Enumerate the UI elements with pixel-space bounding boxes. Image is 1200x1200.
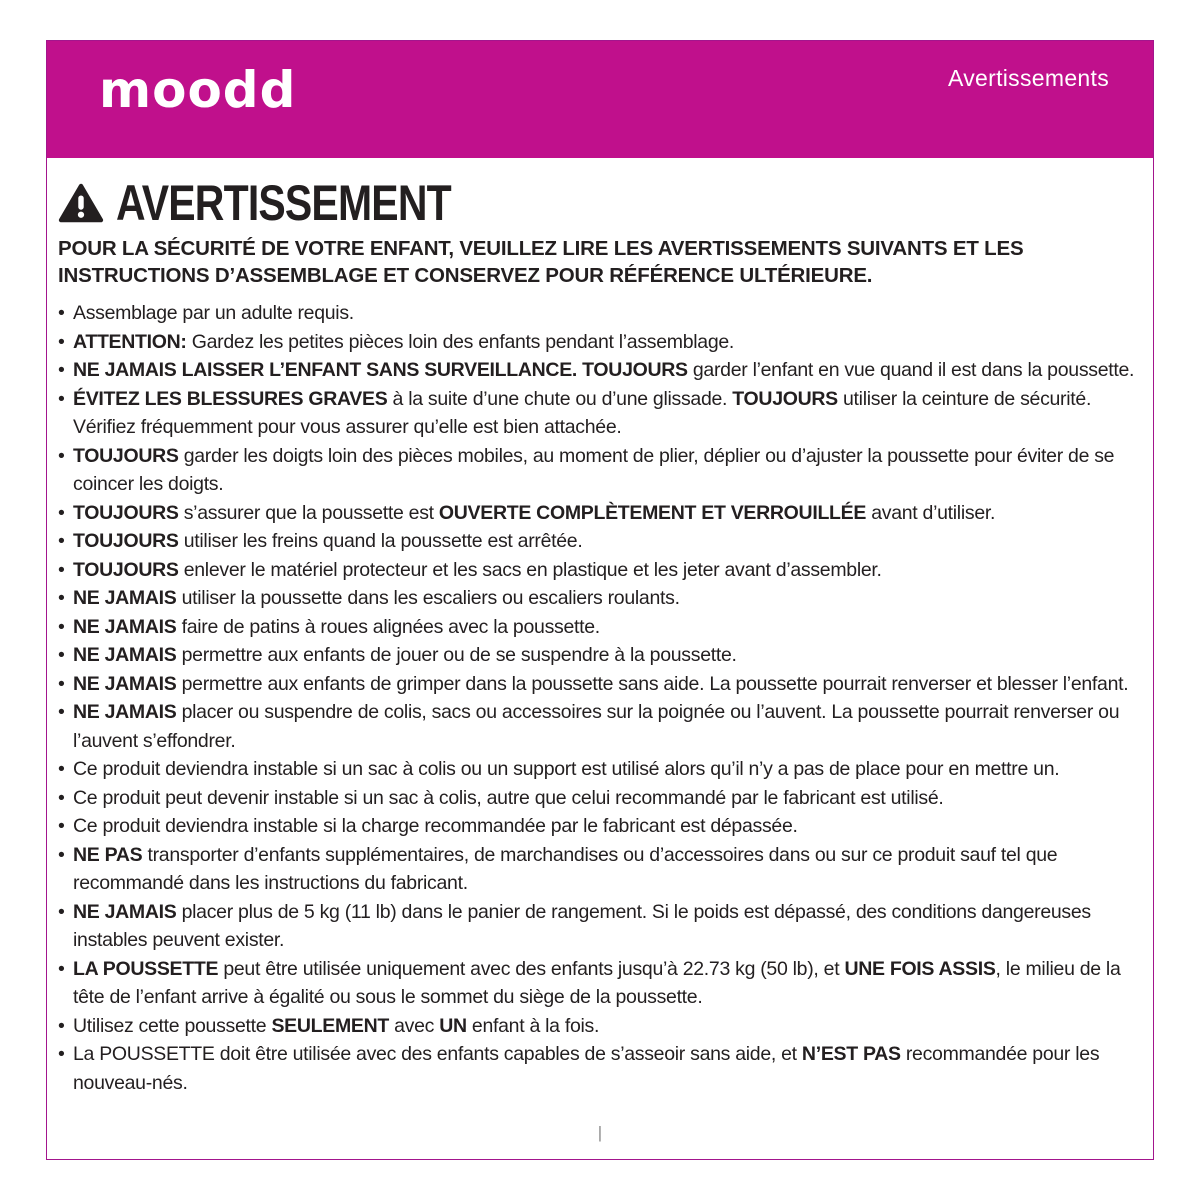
warning-item: • Utilisez cette poussette SEULEMENT avec UN enfant à la fois. [58,1012,1139,1041]
warning-item: • NE JAMAIS permettre aux enfants de jouer ou de se suspendre à la poussette. [58,641,1139,670]
warning-item: • TOUJOURS s’assurer que la poussette est OUVERTE COMPLÈTEMENT ET VERROUILLÉE avant d’utiliser. [58,499,1139,528]
warning-item: • Ce produit peut devenir instable si un sac à colis, autre que celui recommandé par le fabricant est utilisé. [58,784,1139,813]
warning-item: • NE JAMAIS placer plus de 5 kg (11 lb) dans le panier de rangement. Si le poids est dépassé, des conditions dangereuses instables peuvent exister. [58,898,1139,955]
warning-list [58,299,1139,1097]
brand-header [47,41,1153,158]
warning-item: • Ce produit deviendra instable si un sac à colis ou un support est utilisé alors qu’il n’y a pas de place pour en mettre un. [58,755,1139,784]
warnings-page-panel [46,40,1154,1160]
warning-item: • NE PAS transporter d’enfants supplémentaires, de marchandises ou d’accessoires dans ou sur ce produit sauf tel que recommandé dans les instructions du fabricant. [58,841,1139,898]
warning-item: • LA POUSSETTE peut être utilisée uniquement avec des enfants jusqu’à 22.73 kg (50 lb), et UNE FOIS ASSIS, le milieu de la tête de l’enfant arrive à égalité ou sous le sommet du siège de la poussette. [58,955,1139,1012]
warning-item: • NE JAMAIS LAISSER L’ENFANT SANS SURVEILLANCE. TOUJOURS garder l’enfant en vue quand il est dans la poussette. [58,356,1139,385]
warning-item: • ÉVITEZ LES BLESSURES GRAVES à la suite d’une chute ou d’une glissade. TOUJOURS utiliser la ceinture de sécurité. Vérifiez fréquemment pour vous assurer qu’elle est bien attachée. [58,385,1139,442]
warning-item: • TOUJOURS enlever le matériel protecteur et les sacs en plastique et les jeter avant d’assembler. [58,556,1139,585]
warning-item: • NE JAMAIS faire de patins à roues alignées avec la poussette. [58,613,1139,642]
warning-intro: POUR LA SÉCURITÉ DE VOTRE ENFANT, VEUILLEZ LIRE LES AVERTISSEMENTS SUIVANTS ET LES INSTRUCTIONS D’ASSEMBLAGE ET CONSERVEZ POUR RÉFÉRENCE ULTÉRIEURE. [58,237,1024,287]
warning-item: • NE JAMAIS permettre aux enfants de grimper dans la poussette sans aide. La poussette pourrait renverser et blesser l’enfant. [58,670,1139,699]
warning-title-row [58,175,1139,231]
section-label: Avertissements [948,65,1109,91]
brand-logo: moodd [99,61,297,119]
warning-item: • TOUJOURS utiliser les freins quand la poussette est arrêtée. [58,527,1139,556]
warning-content [47,158,1153,1097]
warning-item: • NE JAMAIS placer ou suspendre de colis, sacs ou accessoires sur la poignée ou l’auvent. La poussette pourrait renverser ou l’auvent s’effondrer. [58,698,1139,755]
warning-item: • TOUJOURS garder les doigts loin des pièces mobiles, au moment de plier, déplier ou d’ajuster la poussette pour éviter de se coincer les doigts. [58,442,1139,499]
page-marker: | [597,1123,603,1142]
warning-item: • Assemblage par un adulte requis. [58,299,1139,328]
warning-item: • La POUSSETTE doit être utilisée avec des enfants capables de s’asseoir sans aide, et N’EST PAS recommandée pour les nouveau-nés. [58,1040,1139,1097]
warning-title: AVERTISSEMENT [116,175,451,231]
warning-triangle-icon [58,182,104,224]
warning-item: • Ce produit deviendra instable si la charge recommandée par le fabricant est dépassée. [58,812,1139,841]
warning-item: • NE JAMAIS utiliser la poussette dans les escaliers ou escaliers roulants. [58,584,1139,613]
warning-item: • ATTENTION: Gardez les petites pièces loin des enfants pendant l’assemblage. [58,328,1139,357]
